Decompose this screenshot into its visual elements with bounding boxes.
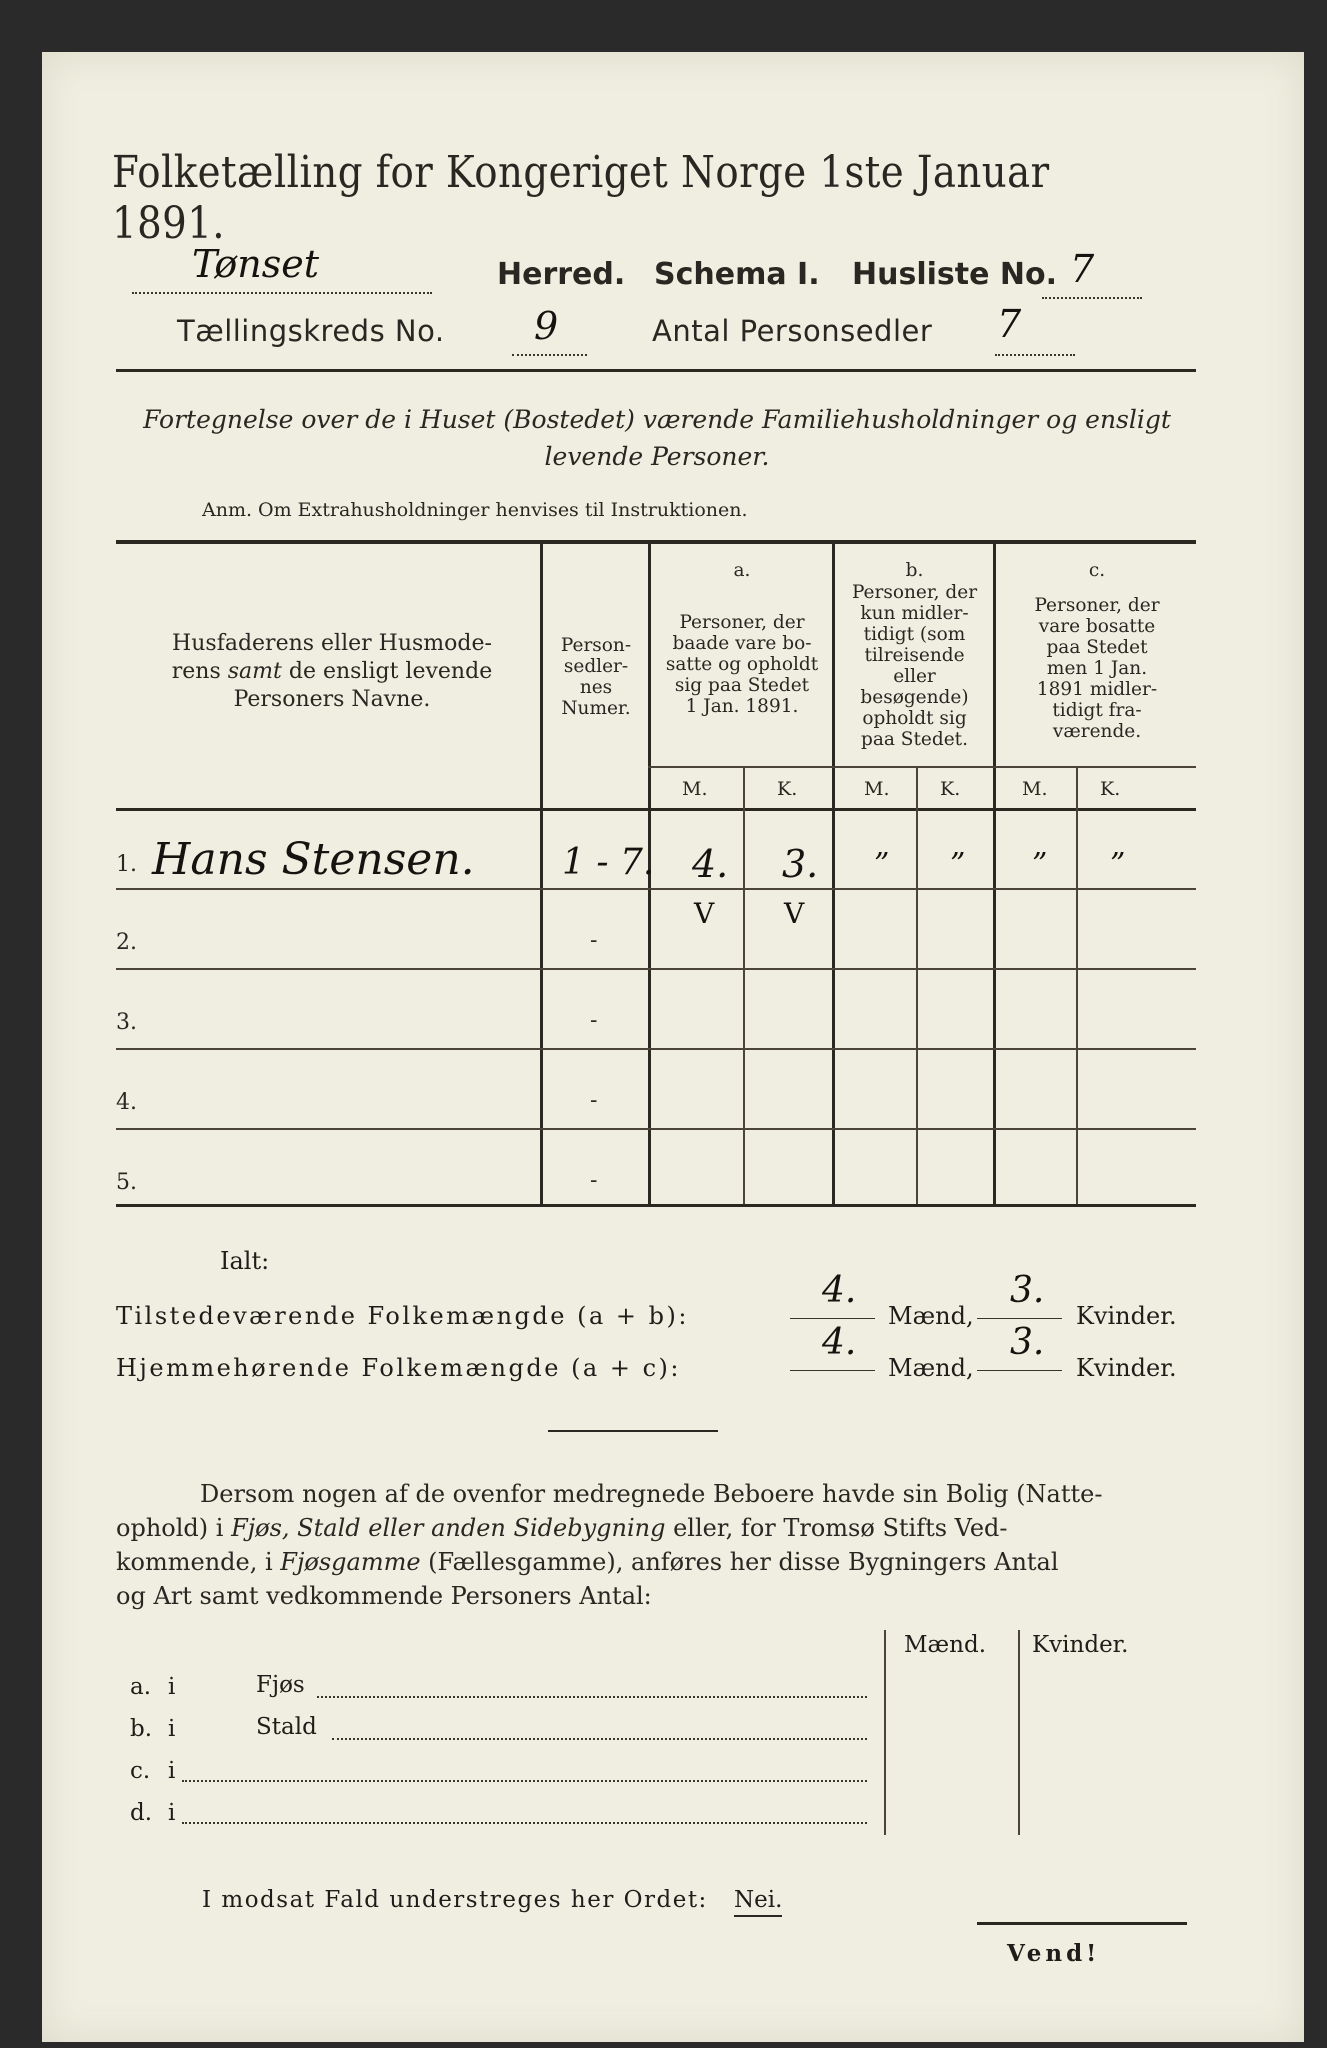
buildings-kvinder-header: Kvinder. [1032,1632,1129,1658]
building-a-field [317,1680,867,1698]
col-b-l1: Personer, der [851,582,978,603]
col-num-l1: Person- [560,635,632,656]
vend-rule [977,1922,1187,1925]
col-b-letter: b. [905,560,924,581]
schema-label: Schema I. [654,257,820,292]
row-1-sedler: 1 - 7. [562,842,655,883]
row-1-b-k: ” [950,847,966,882]
row-3-sedler: - [590,1008,598,1033]
row-1-b-m: ” [874,847,890,882]
row-1-name: Hans Stensen. [152,834,475,885]
p3b: Fjøsgamme [280,1548,421,1576]
col-a-k-label: K. [777,778,798,800]
building-d-letter: d. [130,1800,153,1826]
col-c-l3: paa Stedet [1046,637,1148,658]
col-a-letter: a. [733,560,751,581]
col-a-l2: baade vare bo- [672,633,812,654]
col-a-m-label: M. [682,778,708,800]
total-line1-m: 4. [822,1270,857,1311]
total-line1-kvinder: Kvinder. [1076,1302,1177,1330]
col-b-mk-divider [916,768,918,1204]
total-line2-m: 4. [822,1322,857,1363]
annotation-note: Anm. Om Extrahusholdninger henvises til Instruktionen. [202,499,748,521]
census-form [42,52,1304,2042]
total-line1-k: 3. [1010,1270,1045,1311]
building-c-letter: c. [130,1758,151,1784]
paragraph-line3 [116,1545,1196,1579]
col-names-l2a: rens [171,659,228,684]
total-line1-label: Tilstedeværende Folkemængde (a + b): [116,1302,689,1330]
subtitle-line1: Fortegnelse over de i Huset (Bostedet) værende Familiehusholdninger og ensligt [143,405,1171,434]
p2a: ophold) i [116,1514,232,1542]
ialt-label: Ialt: [220,1247,270,1275]
total-line2-k: 3. [1010,1322,1045,1363]
col-names-header-line2 [132,658,532,686]
p3a: kommende, i [116,1548,281,1576]
modsat-text: I modsat Fald understreges her Ordet: [202,1887,708,1913]
form-title: Folketælling for Kongeriget Norge 1ste Januar 1891. [112,147,1050,249]
header-rule [116,369,1196,372]
col-c-l4: men 1 Jan. [1046,658,1148,679]
building-a-letter: a. [130,1674,152,1700]
building-c-field [182,1764,867,1782]
building-b-label: Stald [256,1714,317,1740]
herred-value: Tønset [192,242,320,286]
col-c-k-label: K. [1100,778,1121,800]
mk-header-rule [648,766,1196,768]
total-line1-maend: Mænd, [888,1302,974,1330]
kreds-value: 9 [534,304,559,348]
col-names-l2c: de ensligt levende [281,659,493,684]
buildings-paragraph [116,1477,1196,1613]
col-b-l3: tidigt (som [863,624,966,645]
col-a-l1: Personer, der [679,612,805,633]
buildings-maend-header: Mænd. [904,1632,987,1658]
col-b-m-label: M. [864,778,890,800]
col-c-l2: vare bosatte [1038,616,1156,637]
building-a-i: i [168,1674,176,1700]
col-c-m-label: M. [1022,778,1048,800]
building-b-field [332,1722,867,1740]
col-divider-3 [832,544,835,1204]
col-c-l5: 1891 midler- [1036,679,1158,700]
row-2-num: 2. [116,930,137,955]
vend-text: Vend! [1007,1940,1101,1967]
col-a-l4: sig paa Stedet [674,675,810,696]
col-names-header [132,630,532,714]
row-2-sedler: - [590,928,598,953]
col-divider-1 [540,544,543,1204]
col-names-l2b: samt [227,659,282,684]
row-4-line [116,1128,1196,1130]
col-num-l4: Numer. [561,698,631,719]
col-a-header [652,612,832,717]
col-b-l5: eller [893,666,936,687]
row-1-check-k: V [784,897,805,930]
antal-label: Antal Personsedler [652,314,933,348]
building-d-field [182,1806,867,1824]
table-bottom-rule [116,1204,1196,1207]
col-c-mk-divider [1076,768,1078,1204]
col-num-header [544,635,648,719]
col-b-l4: tilreisende [864,645,965,666]
paragraph-line4: og Art samt vedkommende Personers Antal: [116,1582,652,1610]
row-2-line [116,968,1196,970]
col-c-header [997,595,1197,742]
row-1-a-k: 3. [782,842,819,886]
building-b-letter: b. [130,1716,153,1742]
col-a-l5: 1 Jan. 1891. [685,696,799,717]
p2c: eller, for Tromsø Stifts Ved- [665,1514,1008,1542]
row-4-sedler: - [590,1088,598,1113]
col-b-l6: besøgende) [860,687,969,708]
building-c-i: i [168,1758,176,1784]
building-d-i: i [168,1800,176,1826]
building-a-label: Fjøs [256,1672,305,1698]
row-5-num: 5. [116,1170,137,1195]
p3c: (Fællesgamme), anføres her disse Bygningers Antal [420,1548,1059,1576]
row-1-num: 1. [116,852,137,877]
col-b-l2: kun midler- [860,603,969,624]
col-c-l7: værende. [1052,721,1142,742]
total-line2-label: Hjemmehørende Folkemængde (a + c): [116,1354,681,1382]
p2b: Fjøs, Stald eller anden Sidebygning [231,1514,666,1542]
table-header-rule [116,808,1196,811]
total-line2-maend: Mænd, [888,1354,974,1382]
row-1-c-k: ” [1110,847,1126,882]
row-5-sedler: - [590,1168,598,1193]
col-divider-4 [993,544,996,1204]
herred-label: Herred. [497,257,626,292]
row-1-a-m: 4. [692,842,729,886]
row-3-num: 3. [116,1010,137,1035]
buildings-divider-1 [884,1630,886,1835]
row-1-c-m: ” [1032,847,1048,882]
col-b-k-label: K. [940,778,961,800]
paragraph-line1: Dersom nogen af de ovenfor medregnede Beboere havde sin Bolig (Natte- [200,1480,1103,1508]
col-b-l7: opholdt sig [862,708,967,729]
paragraph-line2 [116,1511,1196,1545]
col-a-mk-divider [743,768,745,1204]
col-a-l3: satte og opholdt [665,654,819,675]
col-c-l6: tidigt fra- [1052,700,1142,721]
col-num-l3: nes [579,677,613,698]
table-top-rule [116,540,1196,544]
col-c-letter: c. [1088,560,1106,581]
total-line2-kvinder: Kvinder. [1076,1354,1177,1382]
row-1-line [116,888,1196,890]
col-names-header-line1: Husfaderens eller Husmode- [172,631,492,656]
col-names-header-line3: Personers Navne. [233,687,431,712]
building-b-i: i [168,1716,176,1742]
section-divider [548,1430,718,1432]
row-1-check-m: V [694,897,715,930]
nei-word: Nei. [734,1887,782,1917]
col-b-header [836,582,993,750]
subtitle-line2: levende Personer. [544,442,770,471]
col-b-l8: paa Stedet. [861,729,968,750]
col-c-l1: Personer, der [1034,595,1160,616]
row-3-line [116,1048,1196,1050]
row-4-num: 4. [116,1090,137,1115]
husliste-value: 7 [1070,247,1095,291]
husliste-label: Husliste No. [852,257,1057,292]
antal-value: 7 [997,302,1022,346]
buildings-divider-2 [1018,1630,1020,1835]
kreds-label: Tællingskreds No. [177,314,445,348]
col-num-l2: sedler- [563,656,629,677]
